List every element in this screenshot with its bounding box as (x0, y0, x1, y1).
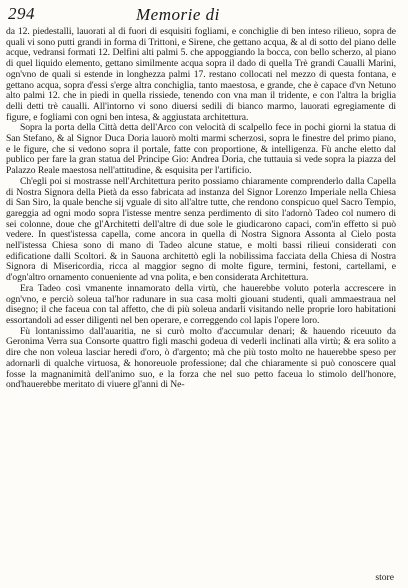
page-header (8, 4, 388, 28)
body-text (6, 27, 396, 584)
paragraph-character: Fù lontanissimo dall'auaritia, ne si curò molto d'accumular denari; & hauendo riceuuto da Geronima Verra sua Consorte quattro figli maschi godeua di vederli inclinati alla virtù; & era solito a dire che non voleua lasciar heredi d'oro, ò d'argento; mà che più tosto molto ne hauerebbe speso per adornarli di qualche virtuosa, & honoreuole professione; dal che chiaramente si può conoscere qual fosse la magnanimità dell'animo suo, e la forza che nel suo petto faceua lo stimolo dell'honore, ond'hauerebbe meritato di viuere gl'anni di Ne- (6, 325, 396, 391)
paragraph-statues: Sopra la porta della Città detta dell'Arco con velocità di scalpello fece in pochi giorni la statua di San Stefano, & al Signor Duca Doria lauorò molti marmi scherzosi, sopra le finestre del primo piano, e le figure, che si vedono sopra il portale, fatte con proportione, & intelligenza. Fù anche eletto dal publico per fare la gran statua del Principe Gio: Andrea Doria, che tuttauia si vede sopra la piazza del Palazzo Reale maestosa nell'attitudine, & esquisita per l'artificio. (6, 122, 396, 177)
catchword: store (375, 572, 394, 584)
running-head: Memorie di (136, 5, 220, 24)
paragraph-fountain: da 12. piedestalli, lauorati al di fuori di esquisiti fogliami, e conchiglie di ben inteso rilieuo, sopra de quali vi sono putti grandi in forma di Trittoni, e Sirene, che gettano acqua, & al di sotto del piano delle acque, vedransi formati 12. Delfini alti palmi 5. che appoggiando la bocca, con bello scherzo, al piano di quel liquido elemento, gettano similmente acqua sopra il dado di quella Trè grandi Caualli Marini, ogn'vno de quali si estende in longhezza palmi 17. restano collocati nel mezzo di questa fontana, e gettano acqua, sopra d'essi s'erge altra conchiglia, tanto maestosa, e grande, che è capace d'vn Netuno alto palmi 12. che in piedi in quella rissiede, tenendo con vna man il tridente, e con l'altra la briglia delli detti trè caualli. All'intorno vi sono diuersi sedili di bianco marmo, lauorati egregiamente di figure, e fogliami con ogni ben intesa, & aggiustata architettura. (6, 26, 396, 123)
paragraph-teaching: Era Tadeo così vmanente innamorato della virtù, che hauerebbe voluto poterla accrescere in ogn'vno, e perciò soleua tal'hor radunare in sua casa molti giouani studenti, quali ammaestraua nel disegno; il che faceua con tal affetto, che di più soleua andarli visitando nelle proprie loro habitationi essortandoli ad esser diligenti nel ben operare, e correggendo col lapis l'opere loro. (6, 282, 396, 326)
paragraph-architecture: Ch'egli poi si mostrasse nell'Architettura perito possiamo chiaramente comprenderlo dalla Capella di Nostra Signora della Pietà da esso fabricata ad instanza del Signor Lorenzo Imperiale nella Chiesa di San Siro, la quale benche sij vguale di sito all'altre tutte, che rendono conspicuo quel Sacro Tempio, gareggia ad ogni modo sopra l'istesse mentre senza perdimento di sito l'adornò Tadeo col numero di sei colonne, doue che gl'Architetti dell'altre di due sole le giudicarono capaci, com'in effetto si può vedere. In quest'istessa capella, come ancora in quella di Nostra Signora Assonta al Cielo posta nell'istessa Chiesa sono di mano di Tadeo alcune statue, e molti bassi rilieui considerati con edificatione dalli Scoltori. & in Sauona architettò egli la nobilissima facciata della Chiesa di Nostra Signora di Misericordia, ricca al maggior segno di molte figure, termini, festoni, cartellami, e d'ogn'altro ornamento conueniente ad vna polita, e ben considerata Architettura. (6, 175, 396, 284)
page-number: 294 (8, 4, 35, 23)
